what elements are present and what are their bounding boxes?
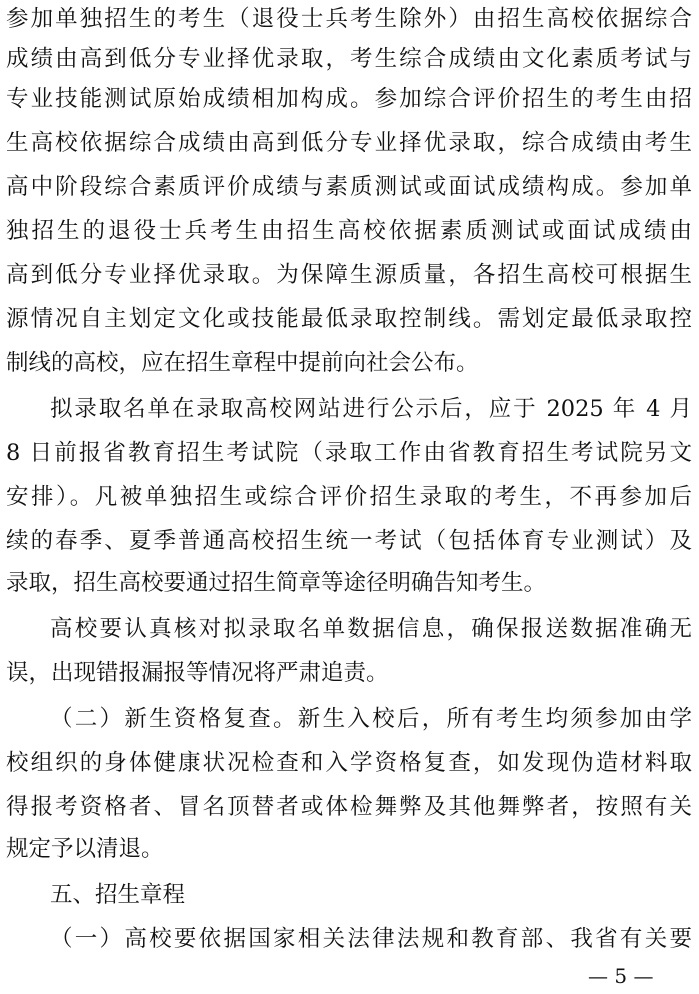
paragraph-2-line-3: 安排）。凡被单独招生或综合评价招生录取的考生，不再参加后 bbox=[6, 484, 692, 510]
paragraph-4-line-3: 得报考资格者、冒名顶替者或体检舞弊及其他舞弊者，按照有关 bbox=[6, 794, 692, 820]
paragraph-1-line-6: 独招生的退役士兵考生由招生高校依据素质测试或面试成绩由 bbox=[6, 218, 692, 244]
paragraph-2-line-2: 8 日前报省教育招生考试院（录取工作由省教育招生考试院另文 bbox=[6, 440, 692, 466]
paragraph-2-line-5: 录取，招生高校要通过招生简章等途径明确告知考生。 bbox=[6, 570, 547, 596]
page-number: — 5 — bbox=[588, 964, 654, 988]
paragraph-2-line-4: 续的春季、夏季普通高校招生统一考试（包括体育专业测试）及 bbox=[6, 528, 692, 554]
paragraph-1-line-7: 高到低分专业择优录取。为保障生源质量，各招生高校可根据生 bbox=[6, 262, 692, 288]
paragraph-1-line-2: 成绩由高到低分专业择优录取，考生综合成绩由文化素质考试与 bbox=[6, 46, 692, 72]
paragraph-4-line-2: 校组织的身体健康状况检查和入学资格复查，如发现伪造材料取 bbox=[6, 750, 692, 776]
paragraph-5-line-1: （一）高校要依据国家相关法律法规和教育部、我省有关要 bbox=[50, 926, 692, 952]
paragraph-2-line-1: 拟录取名单在录取高校网站进行公示后，应于 2025 年 4 月 bbox=[50, 396, 692, 422]
paragraph-4-line-1: （二）新生资格复查。新生入校后，所有考生均须参加由学 bbox=[50, 706, 692, 732]
paragraph-3-line-1: 高校要认真核对拟录取名单数据信息，确保报送数据准确无 bbox=[50, 616, 692, 642]
paragraph-3-line-2: 误，出现错报漏报等情况将严肃追责。 bbox=[6, 660, 389, 686]
paragraph-1-line-5: 高中阶段综合素质评价成绩与素质测试或面试成绩构成。参加单 bbox=[6, 174, 692, 200]
paragraph-1-line-9: 制线的高校，应在招生章程中提前向社会公布。 bbox=[6, 350, 479, 376]
paragraph-1-line-4: 生高校依据综合成绩由高到低分专业择优录取，综合成绩由考生 bbox=[6, 130, 692, 156]
paragraph-4-line-4: 规定予以清退。 bbox=[6, 836, 164, 862]
paragraph-1-line-8: 源情况自主划定文化或技能最低录取控制线。需划定最低录取控 bbox=[6, 306, 692, 332]
section-heading: 五、招生章程 bbox=[50, 882, 186, 908]
paragraph-1-line-3: 专业技能测试原始成绩相加构成。参加综合评价招生的考生由招 bbox=[6, 86, 692, 112]
paragraph-1-line-1: 参加单独招生的考生（退役士兵考生除外）由招生高校依据综合 bbox=[6, 6, 692, 32]
